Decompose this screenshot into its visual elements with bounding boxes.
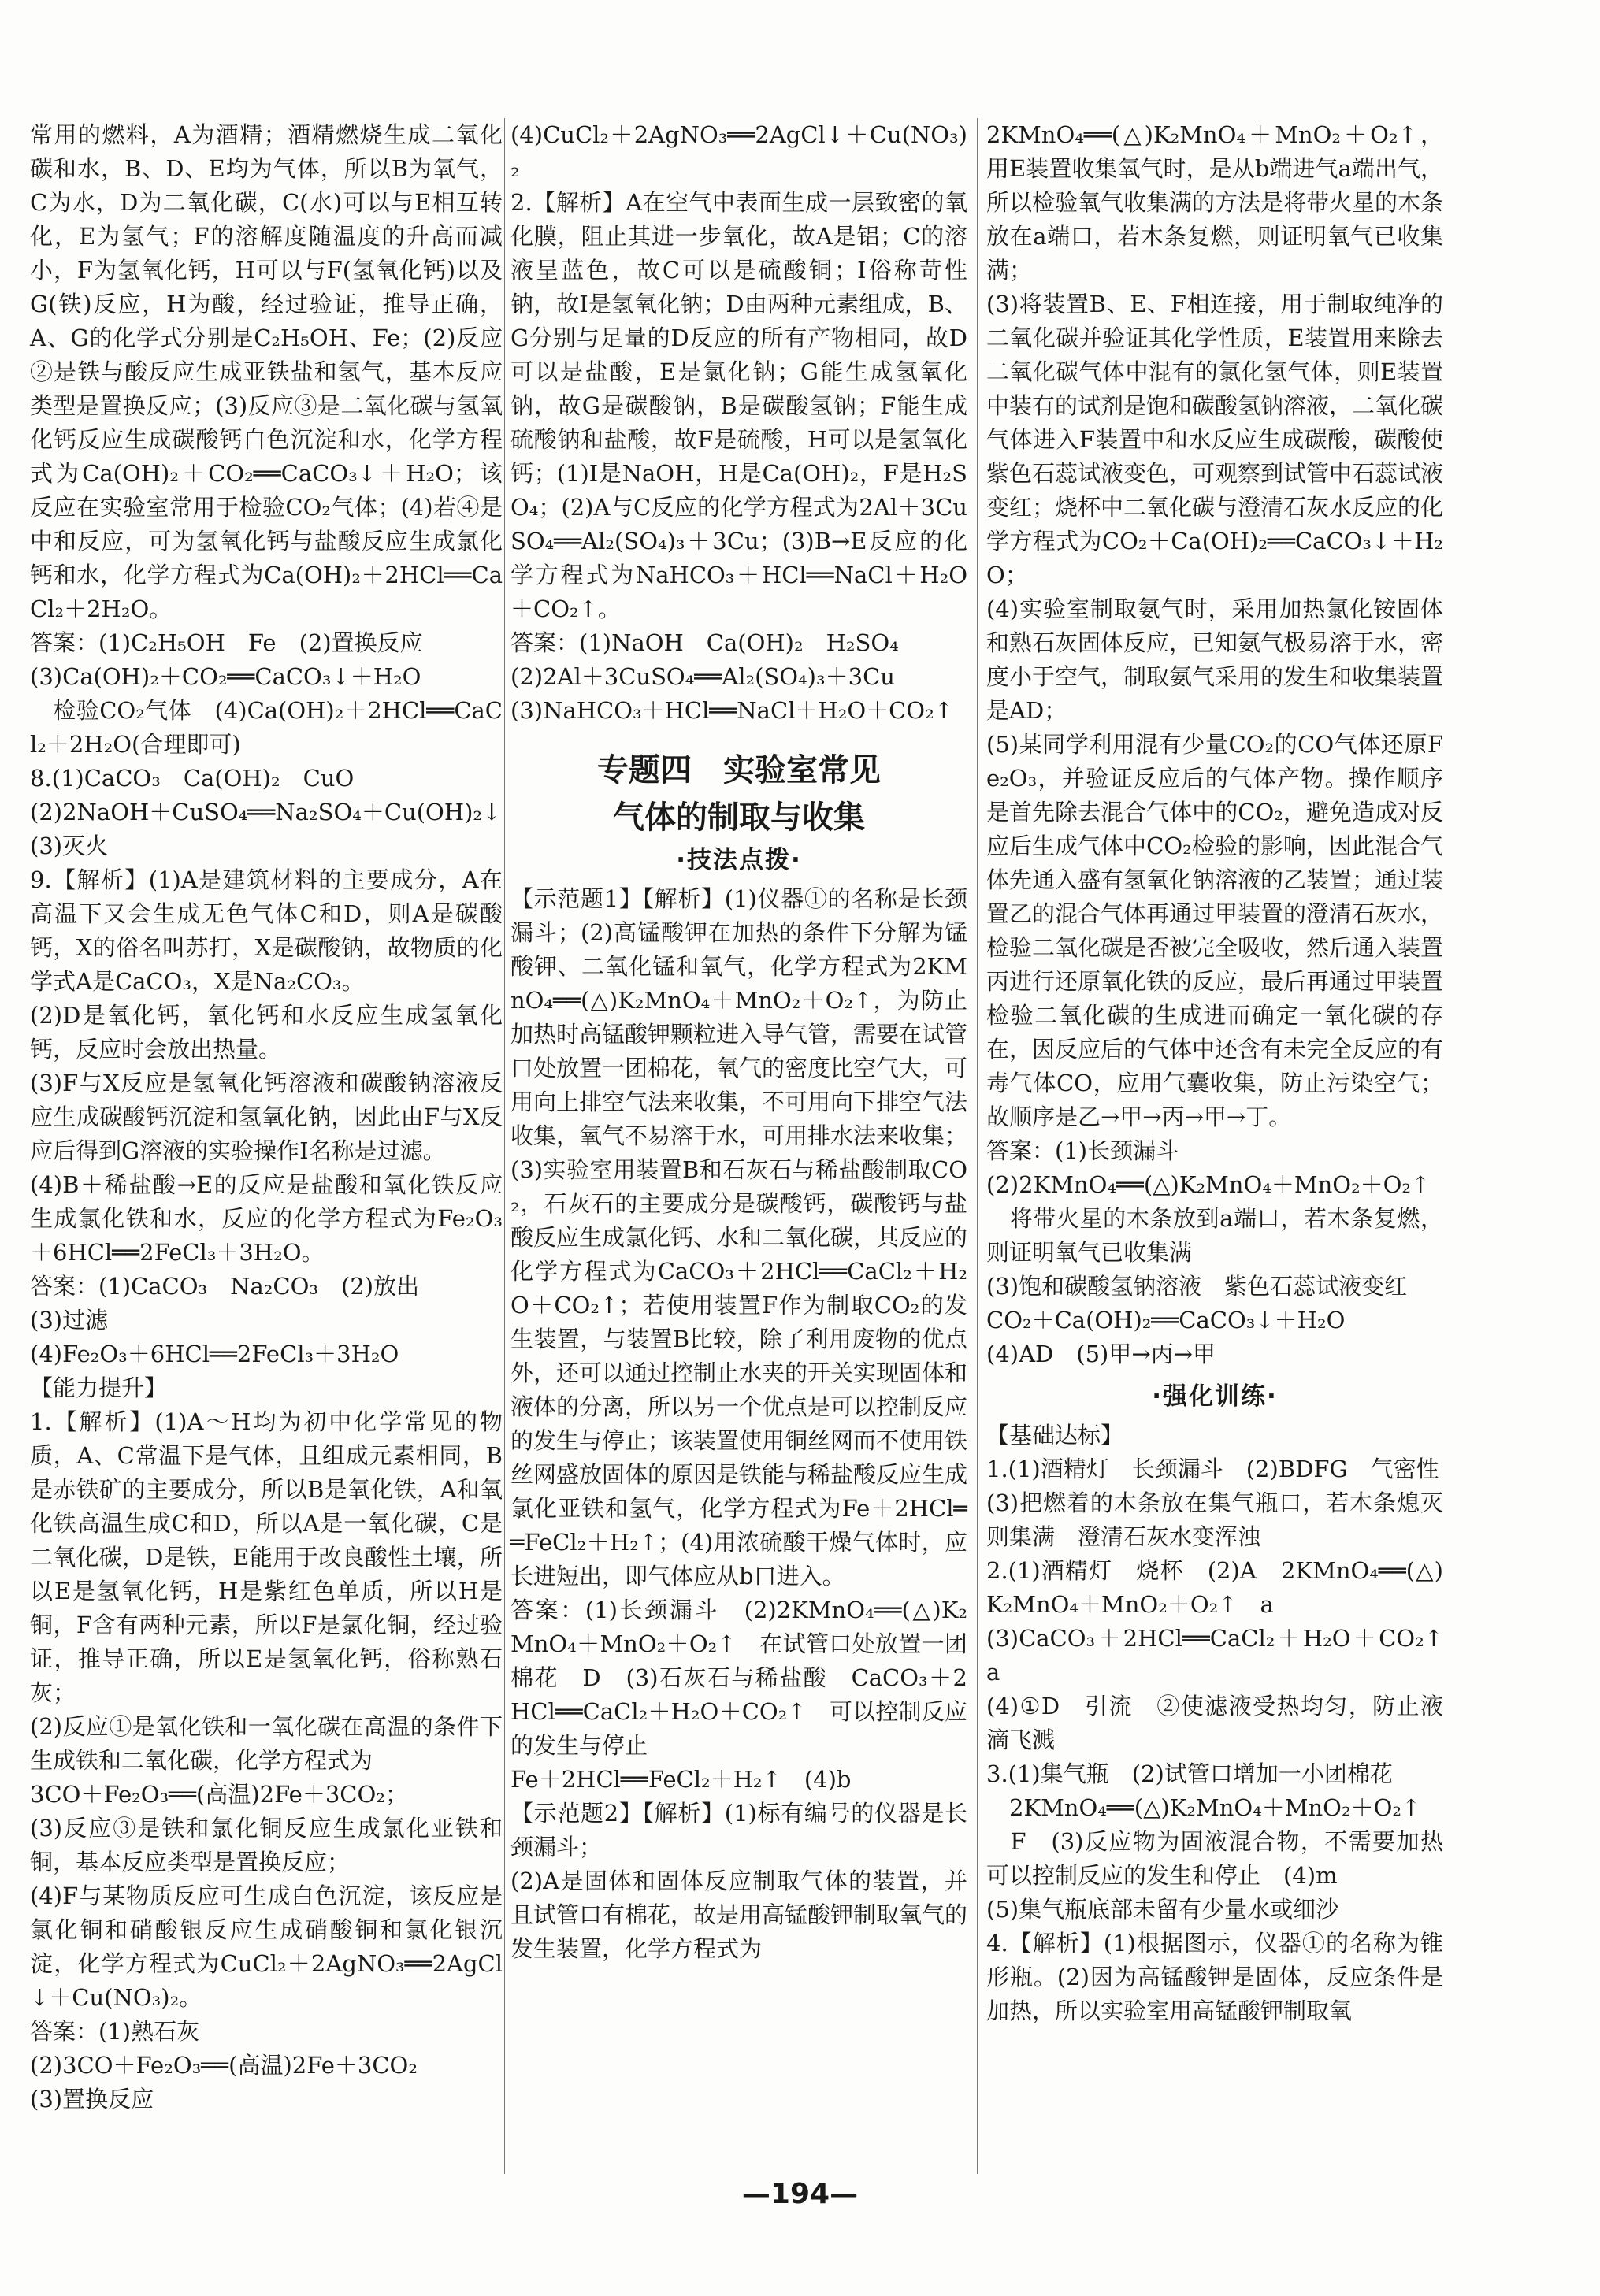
text-paragraph: 1.【解析】(1)A～H均为初中化学常见的物质，A、C常温下是气体，且组成元素相同，B是赤铁矿的主要成分，所以B是氧化铁，A和氧化铁高温生成C和D，所以A是一氧化碳，C是二氧化碳，D是铁，E能用于改良酸性土壤，所以E是氢氧化钙，H是紫红色单质，所以H是铜，F含有两种元素，所以F是氯化铜，经过验证，推导正确，所以E是氢氧化钙，俗称熟石灰；: [30, 1408, 503, 1706]
text-paragraph: (3)把燃着的木条放在集气瓶口，若木条熄灭则集满 澄清石灰水变浑浊: [986, 1489, 1443, 1550]
section-subtitle: ·技法点拨·: [676, 846, 802, 874]
column-2-answers: [510, 118, 967, 728]
text-paragraph: 2KMnO₄══(△)K₂MnO₄＋MnO₂＋O₂↑: [986, 1794, 1421, 1821]
text-paragraph: Fe＋2HCl══FeCl₂＋H₂↑ (4)b: [510, 1766, 852, 1793]
text-paragraph: (3)Ca(OH)₂＋CO₂══CaCO₃↓＋H₂O: [30, 663, 421, 690]
text-paragraph: (5)某同学利用混有少量CO₂的CO气体还原Fe₂O₃，并验证反应后的气体产物。操作顺序是首先除去混合气体中的CO₂，避免造成对反应后生成气体中CO₂检验的影响，因此混合气体先通入盛有氢氧化钠溶液的乙装置；通过装置乙的混合气体再通过甲装置的澄清石灰水，检验二氧化碳是否被完全吸收，然后通入装置丙进行还原氧化铁的反应，最后再通过甲装置检验二氧化碳的生成进而确定一氧化碳的存在，因反应后的气体中还含有未完全反应的有毒气体CO，应用气囊收集，防止污染空气；故顺序是乙→甲→丙→甲→丁。: [986, 731, 1444, 1130]
text-paragraph: (2)2NaOH＋CuSO₄══Na₂SO₄＋Cu(OH)₂↓: [30, 799, 502, 825]
section-title-line-1: 专题四 实验室常见: [597, 752, 881, 788]
text-paragraph: (3)置换反应: [30, 2086, 154, 2112]
text-paragraph: 2KMnO₄══(△)K₂MnO₄＋MnO₂＋O₂↑，用E装置收集氧气时，是从b端进气a端出气，所以检验氧气收集满的方法是将带火星的木条放在a端口，若木条复燃，则证明氧气已收集满；: [986, 121, 1444, 284]
text-paragraph: 3CO＋Fe₂O₃══(高温)2Fe＋3CO₂；: [30, 1781, 408, 1808]
text-paragraph: 9.【解析】(1)A是建筑材料的主要成分，A在高温下又会生成无色气体C和D，则A是碳酸钙，X的俗名叫苏打，X是碳酸钠，故物质的化学式A是CaCO₃，X是Na₂CO₃。: [30, 866, 503, 995]
text-paragraph: 答案：(1)NaOH Ca(OH)₂ H₂SO₄: [510, 629, 899, 656]
section-subtitle-2: ·强化训练·: [1152, 1382, 1278, 1411]
column-1: [30, 118, 503, 2116]
text-paragraph: 3.(1)集气瓶 (2)试管口增加一小团棉花: [986, 1760, 1393, 1787]
text-paragraph: (2)D是氧化钙，氧化钙和水反应生成氢氧化钙，反应时会放出热量。: [30, 1002, 503, 1063]
text-paragraph: 【示范题2】【解析】(1)标有编号的仪器是长颈漏斗；: [510, 1800, 967, 1860]
text-paragraph: 常用的燃料，A为酒精；酒精燃烧生成二氧化碳和水，B、D、E均为气体，所以B为氧气，C为水，D为二氧化碳，C(水)可以与E相互转化，E为氢气；F的溶解度随温度的升高而减小，F为氢氧化钙，H可以与F(氢氧化钙)以及G(铁)反应，H为酸，经过验证，推导正确，A、G的化学式分别是C₂H₅OH、Fe；(2)反应②是铁与酸反应生成亚铁盐和氢气，基本反应类型是置换反应；(3)反应③是二氧化碳与氢氧化钙反应生成碳酸钙白色沉淀和水，化学方程式为Ca(OH)₂＋CO₂══CaCO₃↓＋H₂O；该反应在实验室常用于检验CO₂气体；(4)若④是中和反应，可为氢氧化钙与盐酸反应生成氯化钙和水，化学方程式为Ca(OH)₂＋2HCl══CaCl₂＋2H₂O。: [30, 121, 503, 622]
text-paragraph: (3)过滤: [30, 1307, 109, 1333]
text-paragraph: (4)CuCl₂＋2AgNO₃══2AgCl↓＋Cu(NO₃)₂: [510, 121, 967, 182]
text-paragraph: 答案：(1)C₂H₅OH Fe (2)置换反应: [30, 629, 423, 656]
text-paragraph: (2)A是固体和固体反应制取气体的装置，并且试管口有棉花，故是用高锰酸钾制取氧气的发生装置，化学方程式为: [510, 1868, 968, 1962]
text-paragraph: 答案：(1)CaCO₃ Na₂CO₃ (2)放出: [30, 1273, 420, 1300]
text-paragraph: 2.【解析】A在空气中表面生成一层致密的氧化膜，阻止其进一步氧化，故A是铝；C的溶液呈蓝色，故C可以是硫酸铜；I俗称苛性钠，故I是氢氧化钠；D由两种元素组成，B、G分别与足量的D反应的所有产物相同，故D可以是盐酸，E是氯化钠；G能生成氢氧化钠，故G是碳酸钠，B是碳酸氢钠；F能生成硫酸钠和盐酸，故F是硫酸，H可以是氢氧化钙；(1)I是NaOH，H是Ca(OH)₂，F是H₂SO₄；(2)A与C反应的化学方程式为2Al＋3CuSO₄══Al₂(SO₄)₃＋3Cu；(3)B→E反应的化学方程式为NaHCO₃＋HCl══NaCl＋H₂O＋CO₂↑。: [510, 189, 967, 622]
text-paragraph: 2.(1)酒精灯 烧杯 (2)A 2KMnO₄══(△)K₂MnO₄＋MnO₂＋O₂↑ a: [986, 1557, 1443, 1618]
text-paragraph: (2)2KMnO₄══(△)K₂MnO₄＋MnO₂＋O₂↑: [986, 1171, 1431, 1198]
column-2: [510, 118, 967, 1966]
text-paragraph: (4)①D 引流 ②使滤液受热均匀，防止液滴飞溅: [986, 1693, 1443, 1753]
text-paragraph: (4)F与某物质反应可生成白色沉淀，该反应是氯化铜和硝酸银反应生成硝酸铜和氯化银沉淀，化学方程式为CuCl₂＋2AgNO₃══2AgCl↓＋Cu(NO₃)₂。: [30, 1882, 503, 2011]
text-paragraph: (3)CaCO₃＋2HCl══CaCl₂＋H₂O＋CO₂↑ a: [986, 1625, 1467, 1686]
column-3: [986, 118, 1467, 2028]
text-paragraph: 将带火星的木条放到a端口，若木条复燃，则证明氧气已收集满: [986, 1205, 1443, 1266]
column-divider-2: [977, 118, 978, 2174]
column-2-examples: [510, 882, 967, 1966]
text-paragraph: 检验CO₂气体 (4)Ca(OH)₂＋2HCl══CaCl₂＋2H₂O(合理即可): [30, 697, 503, 758]
text-paragraph: 8.(1)CaCO₃ Ca(OH)₂ CuO: [30, 765, 355, 792]
text-paragraph: (3)灭火: [30, 833, 109, 859]
text-paragraph: 4.【解析】(1)根据图示，仪器①的名称为锥形瓶。(2)因为高锰酸钾是固体，反应条件是加热，所以实验室用高锰酸钾制取氧: [986, 1930, 1443, 2024]
text-paragraph: (4)AD (5)甲→丙→甲: [986, 1341, 1216, 1367]
text-paragraph: (5)集气瓶底部未留有少量水或细沙: [986, 1896, 1339, 1923]
text-paragraph: (3)NaHCO₃＋HCl══NaCl＋H₂O＋CO₂↑: [510, 697, 954, 724]
text-paragraph: (3)反应③是铁和氯化铜反应生成氯化亚铁和铜，基本反应类型是置换反应；: [30, 1815, 503, 1875]
column-3-training: [986, 1419, 1467, 2028]
text-paragraph: (4)实验室制取氨气时，采用加热氯化铵固体和熟石灰固体反应，已知氨气极易溶于水，密度小于空气，制取氨气采用的发生和收集装置是AD；: [986, 595, 1444, 724]
text-paragraph: (3)将装置B、E、F相连接，用于制取纯净的二氧化碳并验证其化学性质，E装置用来除去二氧化碳气体中混有的氯化氢气体，则E装置中装有的试剂是饱和碳酸氢钠溶液，二氧化碳气体进入F装置中和水反应生成碳酸，碳酸使紫色石蕊试液变色，可观察到试管中石蕊试液变红；烧杯中二氧化碳与澄清石灰水反应的化学方程式为CO₂＋Ca(OH)₂══CaCO₃↓＋H₂O；: [986, 291, 1444, 588]
text-paragraph: 答案：(1)熟石灰: [30, 2018, 200, 2045]
text-paragraph: 答案：(1)长颈漏斗: [986, 1137, 1179, 1164]
page-number: —194—: [741, 2178, 859, 2210]
text-paragraph: 【基础达标】: [986, 1422, 1124, 1448]
text-paragraph: (4)B＋稀盐酸→E的反应是盐酸和氧化铁反应生成氯化铁和水，反应的化学方程式为Fe₂O₃＋6HCl══2FeCl₃＋3H₂O。: [30, 1171, 503, 1266]
text-paragraph: (3)F与X反应是氢氧化钙溶液和碳酸钠溶液反应生成碳酸钙沉淀和氢氧化钠，因此由F与X反应后得到G溶液的实验操作Ⅰ名称是过滤。: [30, 1070, 503, 1164]
text-paragraph: (2)2Al＋3CuSO₄══Al₂(SO₄)₃＋3Cu: [510, 663, 895, 690]
column-3-answers: [986, 118, 1443, 1371]
text-paragraph: (4)Fe₂O₃＋6HCl══2FeCl₃＋3H₂O: [30, 1341, 399, 1367]
text-paragraph: (2)3CO＋Fe₂O₃══(高温)2Fe＋3CO₂: [30, 2052, 418, 2079]
text-paragraph: (3)饱和碳酸氢钠溶液 紫色石蕊试液变红: [986, 1273, 1408, 1300]
text-paragraph: 1.(1)酒精灯 长颈漏斗 (2)BDFG 气密性: [986, 1456, 1439, 1482]
text-paragraph: 答案：(1)长颈漏斗 (2)2KMnO₄══(△)K₂MnO₄＋MnO₂＋O₂↑ 在试管口处放置一团棉花 D (3)石灰石与稀盐酸 CaCO₃＋2HCl══CaCl₂＋H₂O＋CO₂↑ 可以控制反应的发生与停止: [510, 1597, 967, 1759]
text-paragraph: F (3)反应物为固液混合物，不需要加热 可以控制反应的发生和停止 (4)m: [986, 1828, 1467, 1889]
text-paragraph: (2)反应①是氧化铁和一氧化碳在高温的条件下生成铁和二氧化碳，化学方程式为: [30, 1713, 503, 1774]
section-title-line-2: 气体的制取与收集: [613, 799, 865, 836]
text-paragraph: 【能力提升】: [30, 1374, 168, 1401]
text-paragraph: 【示范题1】【解析】(1)仪器①的名称是长颈漏斗；(2)高锰酸钾在加热的条件下分解为锰酸钾、二氧化锰和氧气，化学方程式为2KMnO₄══(△)K₂MnO₄＋MnO₂＋O₂↑，为防止加热时高锰酸钾颗粒进入导气管，需要在试管口处放置一团棉花，氧气的密度比空气大，可用向上排空气法来收集，不可用向下排空气法收集，氧气不易溶于水，可用排水法来收集；(3)实验室用装置B和石灰石与稀盐酸制取CO₂，石灰石的主要成分是碳酸钙，碳酸钙与盐酸反应生成氯化钙、水和二氧化碳，其反应的化学方程式为CaCO₃＋2HCl══CaCl₂＋H₂O＋CO₂↑；若使用装置F作为制取CO₂的发生装置，与装置B比较，除了利用废物的优点外，还可以通过控制止水夹的开关实现固体和液体的分离，所以另一个优点是可以控制反应的发生与停止；该装置使用铜丝网而不使用铁丝网盛放固体的原因是铁能与稀盐酸反应生成氯化亚铁和氢气，化学方程式为Fe＋2HCl══FeCl₂＋H₂↑；(4)用浓硫酸干燥气体时，应长进短出，即气体应从b口进入。: [510, 885, 968, 1589]
text-paragraph: CO₂＋Ca(OH)₂══CaCO₃↓＋H₂O: [986, 1307, 1346, 1333]
column-divider-1: [504, 118, 505, 2174]
